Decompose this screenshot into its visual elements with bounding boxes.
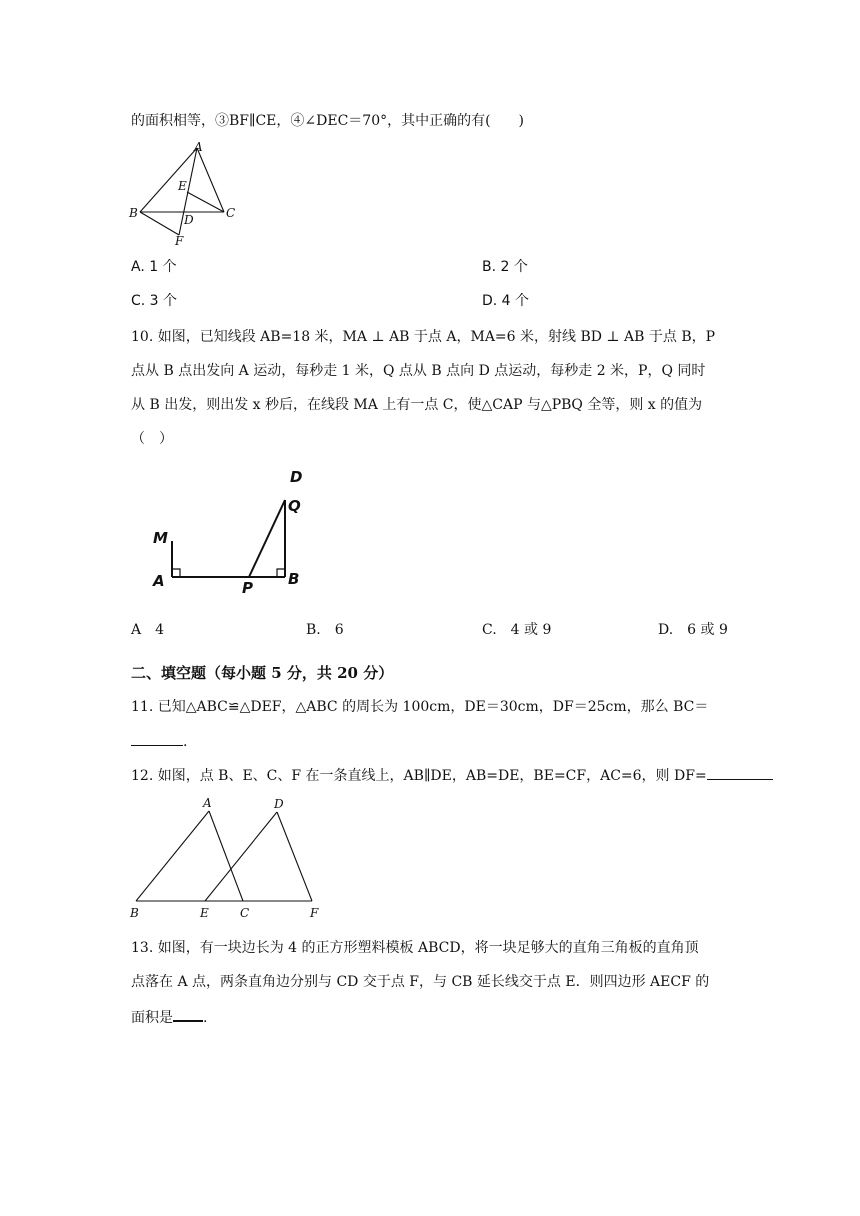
q9-stem-tail: 的面积相等，③BF∥CE，④∠DEC＝70°，其中正确的有( ) [131, 113, 525, 129]
q10-figure [145, 462, 315, 602]
q9-label-e: E [178, 179, 187, 193]
q13-line-3 [131, 1006, 207, 1028]
q10-label-m: M [153, 529, 168, 547]
q10-option-b[interactable]: B. 6 [306, 622, 344, 638]
q13-answer-blank[interactable] [173, 1006, 203, 1022]
q10-line-2: 点从 B 点出发向 A 运动，每秒走 1 米，Q 点从 B 点向 D 点运动，每秒走 2 米，P，Q 同时 [131, 363, 706, 379]
q9-figure [126, 140, 246, 250]
q10-label-p: P [242, 579, 253, 597]
q11-line-1: 11. 已知△ABC≌△DEF，△ABC 的周长为 100cm，DE＝30cm，DF＝25cm，那么 BC＝ [131, 699, 709, 715]
q12-label-e: E [200, 906, 209, 920]
q12-answer-blank[interactable] [707, 765, 773, 780]
section-2-title: 二、填空题（每小题 5 分，共 20 分） [131, 664, 394, 682]
q10-label-d: D [290, 468, 303, 486]
q12-label-b: B [130, 906, 139, 920]
q9-option-a[interactable]: A. 1 个 [131, 259, 177, 275]
q9-label-d: D [184, 213, 194, 227]
q9-label-f: F [175, 234, 184, 248]
q13-line-3-end: . [203, 1010, 208, 1026]
q9-option-b[interactable]: B. 2 个 [482, 259, 528, 275]
q12-label-d: D [274, 797, 284, 811]
q12-line [131, 765, 773, 786]
q9-label-c: C [226, 206, 236, 220]
q12-label-a: A [203, 796, 212, 810]
q11-line-end: . [183, 734, 188, 750]
q11-answer-blank[interactable] [131, 731, 183, 746]
q12-label-c: C [240, 906, 250, 920]
q10-line-1: 10. 如图，已知线段 AB=18 米，MA ⊥ AB 于点 A，MA=6 米，射线 BD ⊥ AB 于点 B，P [131, 329, 716, 345]
q10-line-4: （ ） [131, 431, 173, 447]
q13-line-3-text: 面积是 [131, 1010, 173, 1026]
q9-option-c[interactable]: C. 3 个 [131, 293, 178, 309]
q10-option-d[interactable]: D. 6 或 9 [658, 622, 728, 638]
q13-line-1: 13. 如图，有一块边长为 4 的正方形塑料模板 ABCD，将一块足够大的直角三角板的直角顶 [131, 940, 699, 956]
q12-figure [126, 793, 336, 923]
q10-line-3: 从 B 出发，则出发 x 秒后，在线段 MA 上有一点 C，使△CAP 与△PBQ 全等，则 x 的值为 [131, 397, 703, 413]
q11-answer-line [131, 731, 187, 752]
q10-label-a: A [153, 572, 165, 590]
q10-option-c[interactable]: C. 4 或 9 [482, 622, 552, 638]
q10-label-q: Q [288, 497, 301, 515]
q10-label-b: B [288, 570, 300, 588]
q12-label-f: F [310, 906, 319, 920]
q9-label-b: B [129, 206, 138, 220]
q12-text: 12. 如图，点 B、E、C、F 在一条直线上，AB∥DE，AB=DE，BE=CF，AC=6，则 DF= [131, 768, 707, 784]
q9-option-d[interactable]: D. 4 个 [482, 293, 530, 309]
q13-line-2: 点落在 A 点，两条直角边分别与 CD 交于点 F，与 CB 延长线交于点 E．则四边形 AECF 的 [131, 974, 710, 990]
q9-label-a: A [194, 140, 203, 154]
q10-option-a[interactable]: A 4 [131, 622, 165, 638]
